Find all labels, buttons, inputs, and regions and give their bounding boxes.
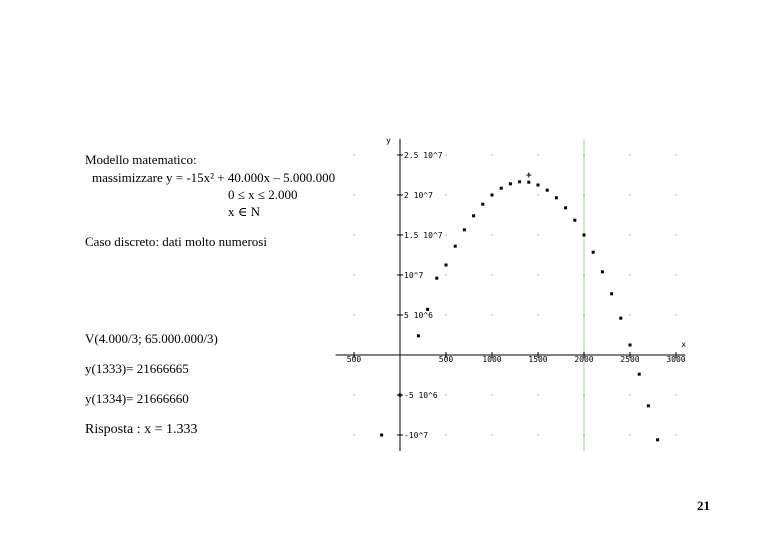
data-point — [619, 317, 622, 320]
grid-dot — [538, 315, 539, 316]
grid-dot — [446, 195, 447, 196]
grid-dot — [676, 195, 677, 196]
grid-dot — [492, 435, 493, 436]
grid-dot — [676, 435, 677, 436]
y-tick-label: 2.5 10^7 — [404, 151, 443, 160]
answer-text: Risposta : x = 1.333 — [85, 422, 198, 437]
grid-dot — [446, 315, 447, 316]
data-point — [546, 189, 549, 192]
grid-dot — [584, 155, 585, 156]
value-y1333: y(1333)= 21666665 — [85, 361, 189, 376]
grid-dot — [584, 435, 585, 436]
x-tick-label: 500 — [438, 355, 454, 364]
grid-dot — [354, 435, 355, 436]
data-point — [555, 196, 558, 199]
y-tick-label: 1.5 10^7 — [404, 231, 443, 240]
grid-dot — [630, 235, 631, 236]
x-tick-label: 2500 — [620, 355, 640, 364]
data-point — [601, 270, 604, 273]
constraint-integer: x ∈ N — [228, 204, 261, 219]
data-point — [656, 438, 659, 441]
data-point — [491, 194, 494, 197]
y-tick-label: 2 10^7 — [404, 191, 433, 200]
grid-dot — [446, 435, 447, 436]
data-point — [583, 234, 586, 237]
grid-dot — [676, 395, 677, 396]
grid-dot — [630, 275, 631, 276]
data-point — [592, 251, 595, 254]
grid-dot — [446, 395, 447, 396]
grid-dot — [354, 195, 355, 196]
x-axis-label: x — [681, 340, 687, 349]
page-number: 21 — [697, 498, 710, 513]
grid-dot — [630, 195, 631, 196]
grid-dot — [538, 395, 539, 396]
y-tick-label: 10^7 — [404, 271, 424, 280]
data-point — [500, 187, 503, 190]
grid-dot — [584, 395, 585, 396]
x-tick-label: 2000 — [574, 355, 594, 364]
grid-dot — [492, 235, 493, 236]
data-point — [527, 181, 530, 184]
case-description: Caso discreto: dati molto numerosi — [85, 234, 267, 249]
data-point — [638, 373, 641, 376]
grid-dot — [354, 315, 355, 316]
grid-dot — [584, 275, 585, 276]
data-point — [481, 203, 484, 206]
grid-dot — [538, 155, 539, 156]
grid-dot — [354, 155, 355, 156]
data-point — [647, 404, 650, 407]
grid-dot — [630, 435, 631, 436]
data-point — [417, 334, 420, 337]
grid-dot — [676, 155, 677, 156]
grid-dot — [538, 195, 539, 196]
grid-dot — [354, 235, 355, 236]
data-point — [573, 219, 576, 222]
grid-dot — [354, 275, 355, 276]
grid-dot — [446, 275, 447, 276]
y-axis-label: y — [386, 136, 391, 145]
value-y1334: y(1334)= 21666660 — [85, 391, 189, 406]
grid-dot — [492, 315, 493, 316]
grid-dot — [446, 155, 447, 156]
grid-dot — [676, 315, 677, 316]
grid-dot — [538, 435, 539, 436]
data-point — [380, 434, 383, 437]
grid-dot — [630, 315, 631, 316]
y-tick-label: -10^7 — [404, 431, 429, 440]
x-tick-label: 3000 — [666, 355, 686, 364]
data-point — [435, 277, 438, 280]
constraint-range: 0 ≤ x ≤ 2.000 — [228, 187, 298, 202]
data-point — [454, 245, 457, 248]
data-point — [537, 184, 540, 187]
data-point — [629, 344, 632, 347]
grid-dot — [584, 195, 585, 196]
grid-dot — [538, 275, 539, 276]
x-tick-label: 1000 — [482, 355, 502, 364]
grid-dot — [538, 235, 539, 236]
grid-dot — [354, 395, 355, 396]
data-point — [518, 180, 521, 183]
grid-dot — [676, 235, 677, 236]
data-point — [426, 308, 429, 311]
grid-dot — [446, 235, 447, 236]
vertex-text: V(4.000/3; 65.000.000/3) — [85, 331, 218, 346]
grid-dot — [584, 315, 585, 316]
data-point — [445, 264, 448, 267]
x-tick-label: 1500 — [528, 355, 548, 364]
y-tick-label: -5 10^6 — [404, 391, 438, 400]
data-point — [564, 206, 567, 209]
y-tick-label: 5 10^6 — [404, 311, 433, 320]
grid-dot — [492, 395, 493, 396]
data-point — [472, 214, 475, 217]
grid-dot — [676, 275, 677, 276]
data-point — [399, 394, 402, 397]
data-point — [463, 228, 466, 231]
model-title: Modello matematico: — [85, 152, 197, 167]
data-point — [509, 182, 512, 185]
x-tick-label: 500 — [346, 355, 362, 364]
grid-dot — [492, 275, 493, 276]
data-point — [610, 292, 613, 295]
grid-dot — [492, 155, 493, 156]
grid-dot — [630, 395, 631, 396]
objective-function: massimizzare y = -15x² + 40.000x – 5.000.000 — [92, 170, 336, 185]
grid-dot — [630, 155, 631, 156]
